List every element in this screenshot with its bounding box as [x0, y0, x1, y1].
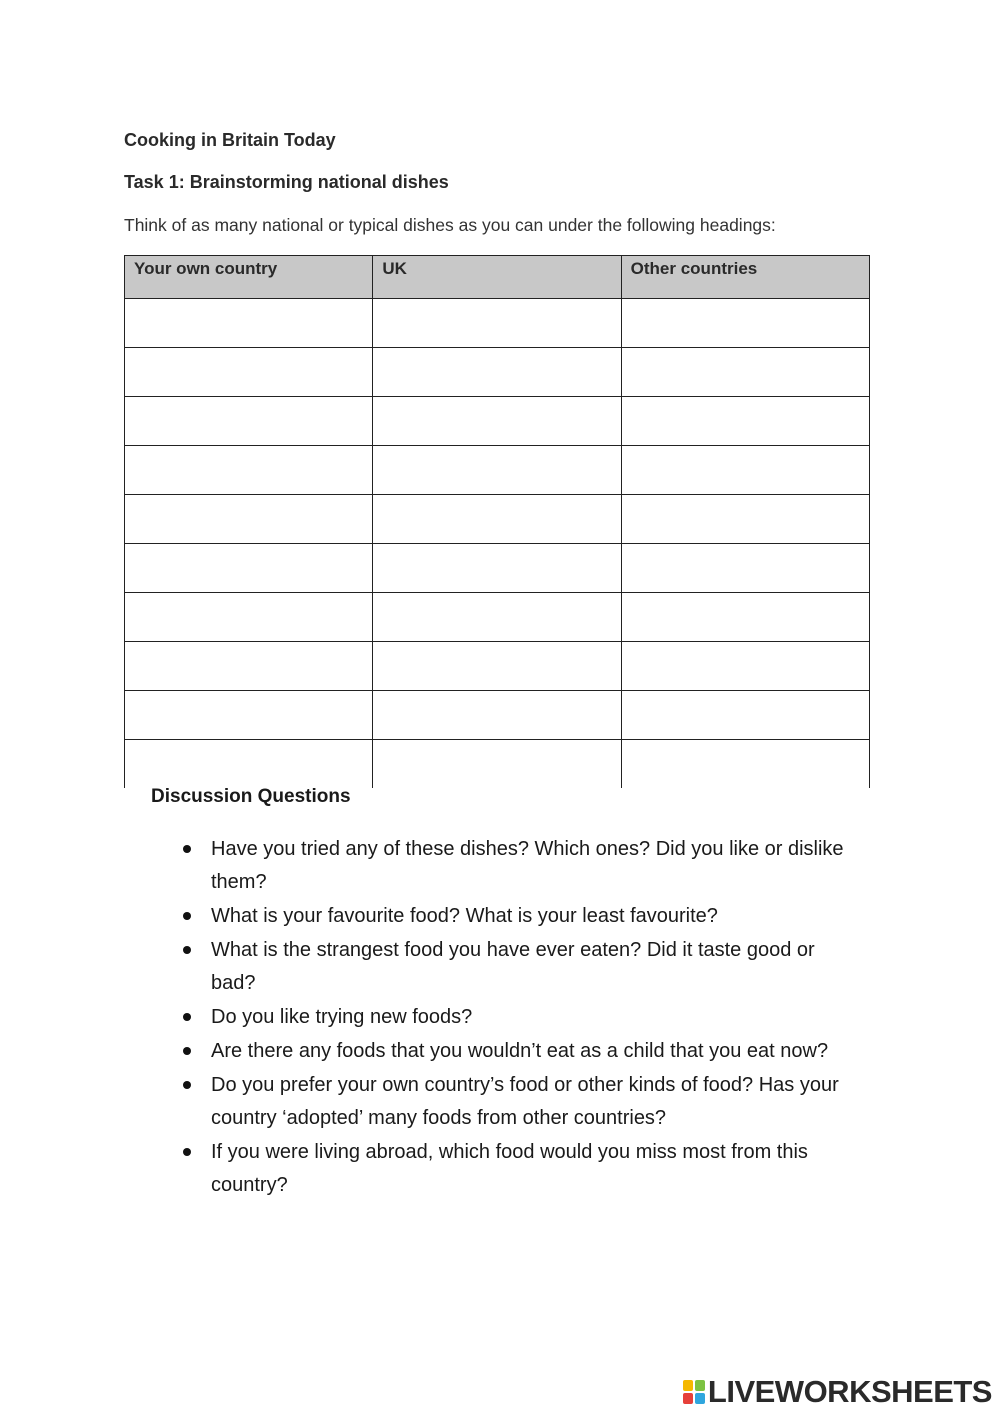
dishes-table — [124, 255, 870, 788]
bullet-icon — [183, 1148, 191, 1156]
question-text: What is your favourite food? What is your least favourite? — [211, 905, 718, 927]
answer-cell[interactable] — [125, 348, 373, 397]
header-uk: UK — [373, 256, 621, 299]
answer-cell[interactable] — [125, 495, 373, 544]
answer-cell[interactable] — [125, 642, 373, 691]
answer-cell[interactable] — [373, 446, 621, 495]
liveworksheets-logo — [683, 1374, 992, 1409]
question-item — [180, 900, 860, 933]
liveworksheets-logo-icon — [683, 1380, 705, 1404]
answer-cell[interactable] — [621, 642, 869, 691]
question-text: Do you like trying new foods? — [211, 1006, 473, 1028]
answer-cell[interactable] — [621, 544, 869, 593]
table-row — [125, 642, 870, 691]
task-title: Task 1: Brainstorming national dishes — [124, 172, 449, 192]
table-row — [125, 446, 870, 495]
answer-cell[interactable] — [125, 593, 373, 642]
answer-cell[interactable] — [621, 397, 869, 446]
answer-cell[interactable] — [621, 495, 869, 544]
table-row — [125, 495, 870, 544]
answer-cell[interactable] — [125, 740, 373, 789]
question-item — [180, 1069, 860, 1135]
question-item — [180, 1035, 860, 1068]
answer-cell[interactable] — [621, 740, 869, 789]
discussion-question-list — [180, 833, 860, 1203]
bullet-icon — [183, 1047, 191, 1055]
answer-cell[interactable] — [125, 691, 373, 740]
table-row — [125, 691, 870, 740]
answer-cell[interactable] — [621, 593, 869, 642]
bullet-icon — [183, 946, 191, 954]
bullet-icon — [183, 1081, 191, 1089]
answer-cell[interactable] — [621, 691, 869, 740]
bullet-icon — [183, 912, 191, 920]
table-row — [125, 299, 870, 348]
bullet-icon — [183, 1013, 191, 1021]
answer-cell[interactable] — [373, 348, 621, 397]
discussion-title: Discussion Questions — [151, 786, 351, 807]
answer-cell[interactable] — [125, 299, 373, 348]
header-other-countries: Other countries — [621, 256, 869, 299]
question-item — [180, 934, 860, 1000]
answer-cell[interactable] — [621, 299, 869, 348]
table-row — [125, 348, 870, 397]
question-text: If you were living abroad, which food would you miss most from this country? — [211, 1141, 808, 1196]
question-item — [180, 833, 860, 899]
answer-cell[interactable] — [125, 397, 373, 446]
task-instructions: Think of as many national or typical dishes as you can under the following headings: — [124, 215, 776, 235]
answer-cell[interactable] — [373, 544, 621, 593]
question-item — [180, 1136, 860, 1202]
answer-cell[interactable] — [373, 593, 621, 642]
table-row — [125, 544, 870, 593]
answer-cell[interactable] — [373, 642, 621, 691]
answer-cell[interactable] — [373, 299, 621, 348]
bullet-icon — [183, 845, 191, 853]
header-your-own-country: Your own country — [125, 256, 373, 299]
question-item — [180, 1001, 860, 1034]
answer-cell[interactable] — [373, 691, 621, 740]
document-title: Cooking in Britain Today — [124, 130, 336, 150]
table-header-row — [125, 256, 870, 299]
question-text: Have you tried any of these dishes? Which ones? Did you like or dislike them? — [211, 838, 844, 893]
logo-text: LIVEWORKSHEETS — [707, 1374, 992, 1409]
table-body — [125, 299, 870, 789]
table-row — [125, 397, 870, 446]
answer-cell[interactable] — [125, 446, 373, 495]
answer-cell[interactable] — [373, 397, 621, 446]
question-text: Are there any foods that you wouldn’t eat as a child that you eat now? — [211, 1040, 829, 1062]
answer-cell[interactable] — [373, 495, 621, 544]
question-text: Do you prefer your own country’s food or other kinds of food? Has your country ‘adopted’ many foods from other countries? — [211, 1074, 839, 1129]
table-row — [125, 593, 870, 642]
answer-cell[interactable] — [373, 740, 621, 789]
question-text: What is the strangest food you have ever eaten? Did it taste good or bad? — [211, 939, 815, 994]
answer-cell[interactable] — [125, 544, 373, 593]
answer-cell[interactable] — [621, 446, 869, 495]
table-row — [125, 740, 870, 789]
answer-cell[interactable] — [621, 348, 869, 397]
